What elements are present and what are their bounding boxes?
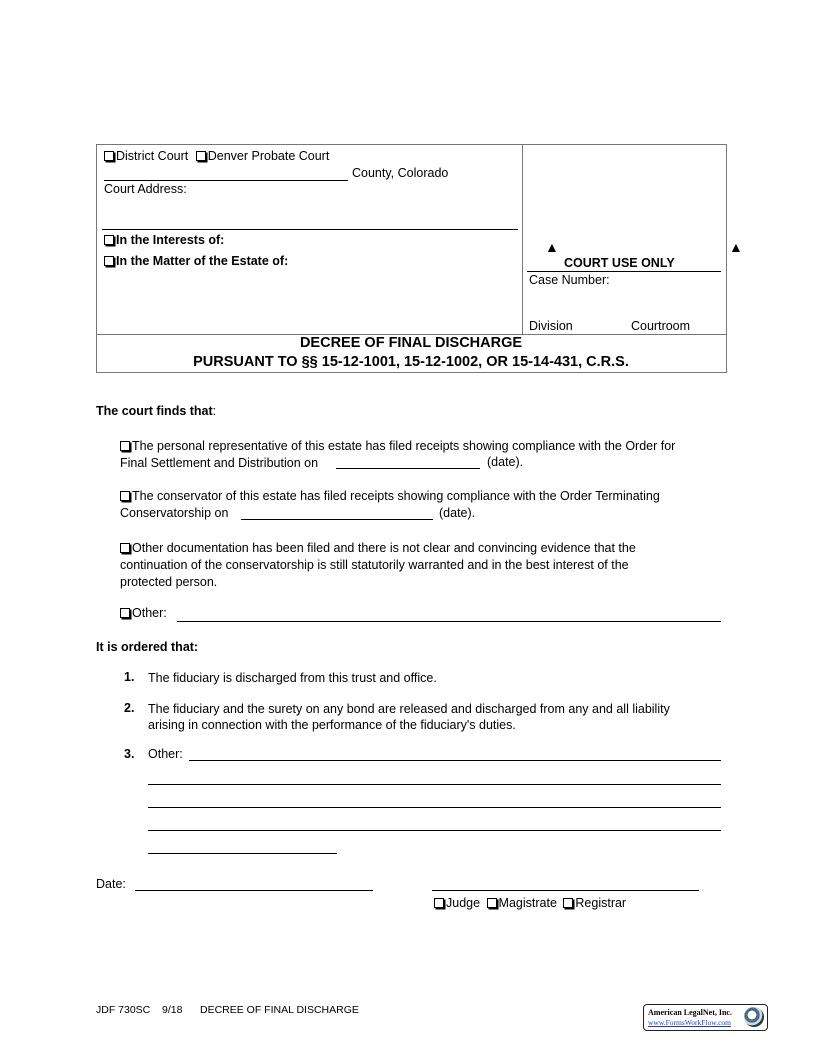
case-number-label: Case Number: (529, 273, 610, 287)
finding-1-date-line[interactable] (336, 468, 480, 469)
court-use-only-label: COURT USE ONLY (564, 256, 675, 270)
order-1-number: 1. (124, 670, 135, 684)
finding-3-line3: protected person. (120, 575, 218, 589)
order-3-line-3[interactable] (148, 807, 721, 808)
finding-4 (120, 606, 167, 620)
footer-form-title: DECREE OF FINAL DISCHARGE (200, 1004, 359, 1016)
logo-company-name: American LegalNet, Inc. (648, 1008, 732, 1017)
finding-2-line1: The conservator of this estate has filed receipts showing compliance with the Order Terminating (132, 489, 660, 503)
findings-heading (96, 404, 216, 418)
finding-1-date-suffix: (date). (487, 455, 524, 469)
finding-4-other-line[interactable] (177, 621, 721, 622)
finding-2-date-line[interactable] (241, 519, 433, 520)
court-address-label: Court Address: (104, 182, 187, 196)
finding-2-line2: Conservatorship on (120, 506, 229, 520)
estate-label: In the Matter of the Estate of: (116, 254, 289, 268)
caption-divider (522, 144, 523, 334)
finding-1-checkbox[interactable] (120, 441, 130, 451)
findings-heading-colon: : (212, 404, 217, 418)
form-title-line2: PURSUANT TO §§ 15-12-1001, 15-12-1002, OR 15-14-431, C.R.S. (193, 354, 629, 370)
magistrate-label: Magistrate (498, 896, 557, 910)
signature-line[interactable] (432, 890, 699, 891)
court-type-row (104, 149, 329, 163)
order-3-line-4[interactable] (148, 830, 721, 831)
finding-2-checkbox[interactable] (120, 491, 130, 501)
left-up-arrow-icon: ▲ (545, 239, 559, 255)
order-3-line-1[interactable] (189, 760, 721, 761)
order-2-text (148, 701, 720, 733)
order-2-line1: The fiduciary and the surety on any bond are released and discharged from any and all liability (148, 702, 670, 716)
interests-checkbox[interactable] (104, 235, 114, 245)
form-title-line1: DECREE OF FINAL DISCHARGE (299, 335, 523, 351)
order-2-number: 2. (124, 701, 135, 715)
finding-4-label: Other: (132, 606, 167, 620)
finding-3 (120, 540, 720, 591)
court-use-underline (527, 271, 721, 272)
registrar-label: Registrar (575, 896, 627, 910)
order-2-line2: arising in connection with the performance of the fiduciary's duties. (148, 718, 516, 732)
finding-2 (120, 488, 720, 522)
date-label: Date: (96, 877, 126, 891)
court-address-line[interactable] (102, 229, 518, 230)
order-3-line-5[interactable] (148, 853, 337, 854)
county-label: County, Colorado (352, 166, 449, 180)
denver-probate-court-checkbox[interactable] (196, 151, 206, 161)
estate-row (104, 254, 288, 268)
order-3-line-2[interactable] (148, 784, 721, 785)
division-label: Division (529, 319, 573, 333)
finding-2-date-suffix: (date). (439, 506, 476, 520)
finding-4-checkbox[interactable] (120, 608, 130, 618)
judge-checkbox[interactable] (434, 898, 444, 908)
county-blank-line[interactable] (104, 180, 348, 181)
orders-heading: It is ordered that: (96, 640, 199, 654)
right-up-arrow-icon: ▲ (729, 239, 743, 255)
order-3-number: 3. (124, 747, 135, 761)
interests-row (104, 233, 224, 247)
american-legalnet-logo[interactable] (643, 1004, 768, 1031)
registrar-checkbox[interactable] (563, 898, 573, 908)
logo-website-link[interactable]: www.FormsWorkFlow.com (648, 1018, 732, 1027)
estate-checkbox[interactable] (104, 256, 114, 266)
district-court-checkbox[interactable] (104, 151, 114, 161)
finding-3-checkbox[interactable] (120, 543, 130, 553)
finding-1-line2: Final Settlement and Distribution on (120, 456, 319, 470)
judge-label: Judge (446, 896, 481, 910)
finding-3-line1: Other documentation has been filed and there is not clear and convincing evidence that the (132, 541, 636, 555)
findings-heading-text: The court finds that (96, 404, 213, 418)
date-line[interactable] (135, 890, 373, 891)
finding-1-line1: The personal representative of this estate has filed receipts showing compliance with the Order for (132, 439, 676, 453)
finding-3-line2: continuation of the conservatorship is still statutorily warranted and in the best interest of the (120, 558, 629, 572)
footer-revision: 9/18 (162, 1004, 183, 1016)
order-1-text: The fiduciary is discharged from this trust and office. (148, 671, 437, 685)
magistrate-checkbox[interactable] (487, 898, 497, 908)
finding-1 (120, 438, 720, 472)
footer-form-id: JDF 730SC (96, 1004, 151, 1016)
globe-icon (744, 1007, 764, 1027)
courtroom-label: Courtroom (631, 319, 691, 333)
denver-probate-court-label: Denver Probate Court (207, 149, 330, 163)
district-court-label: District Court (116, 149, 189, 163)
order-3-label: Other: (148, 747, 183, 761)
signer-role-row (434, 896, 626, 910)
interests-label: In the Interests of: (116, 233, 225, 247)
